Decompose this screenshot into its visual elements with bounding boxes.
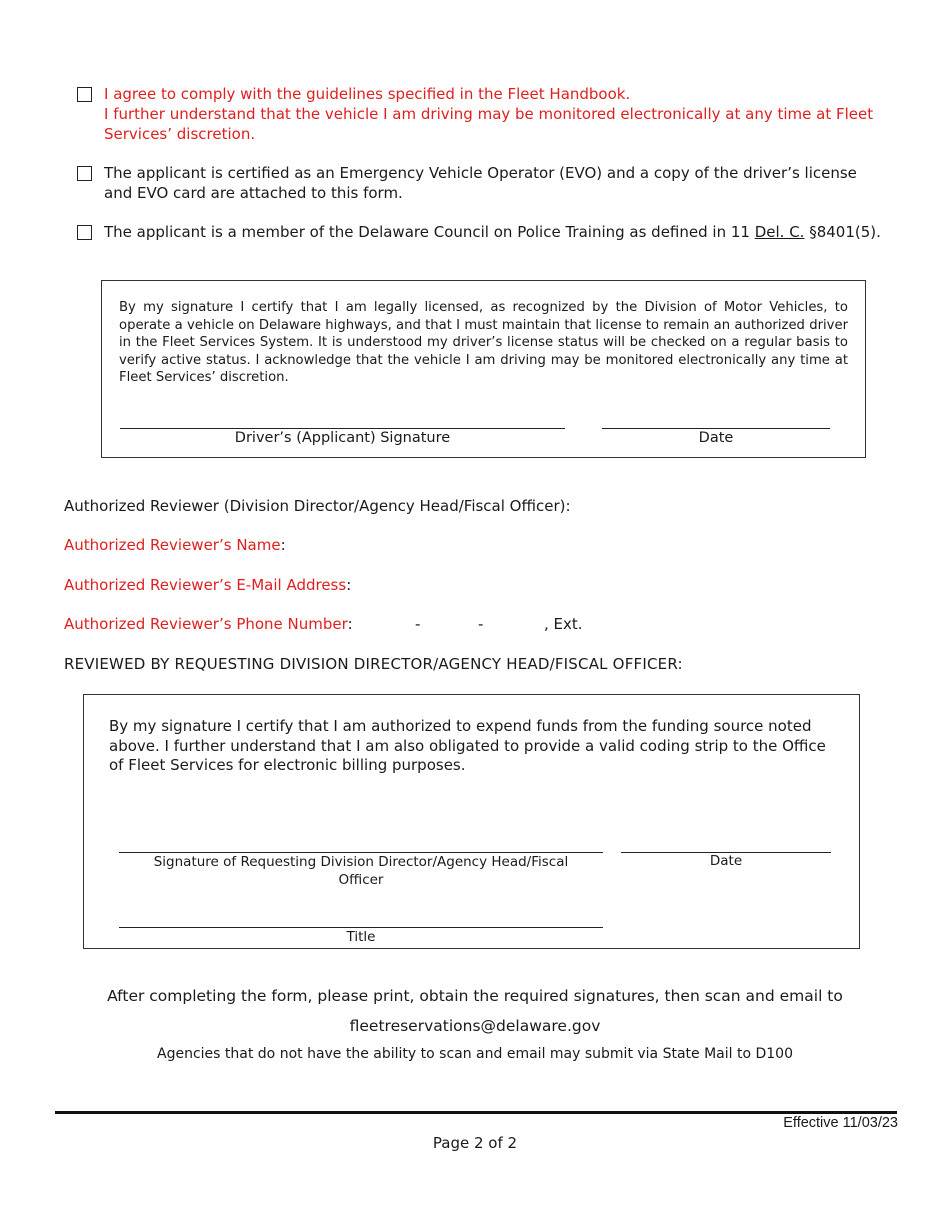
director-date-label: Date <box>709 853 743 869</box>
handbook-agreement-line-2: I further understand that the vehicle I am driving may be monitored electronically at any time at Fleet Services’ discretion. <box>104 105 874 143</box>
director-title-line[interactable] <box>119 927 603 928</box>
driver-date-label: Date <box>698 430 734 446</box>
reviewer-heading: Authorized Reviewer (Division Director/Agency Head/Fiscal Officer): <box>64 497 571 515</box>
driver-date-line[interactable] <box>602 428 830 429</box>
handbook-agreement-line-1: I agree to comply with the guidelines specified in the Fleet Handbook. <box>104 85 631 103</box>
police-council-checkbox[interactable] <box>77 225 92 240</box>
submission-instruction: After completing the form, please print, obtain the required signatures, then scan and email to <box>107 987 843 1005</box>
phone-ext-label: , Ext. <box>544 615 583 633</box>
handbook-agreement-row <box>77 84 877 144</box>
phone-dash-1: - <box>415 615 421 633</box>
driver-certification-text: By my signature I certify that I am legally licensed, as recognized by the Division of Motor Vehicles, to operate a vehicle on Delaware highways, and that I must maintain that license to remain an authorized driver in the Fleet Services System. It is understood my driver’s license status will be checked on a regular basis to verify active status. I acknowledge that the vehicle I am driving may be monitored electronically any time at Fleet Services’ discretion. <box>119 300 848 385</box>
submission-email[interactable]: fleetreservations@delaware.gov <box>349 1017 601 1035</box>
director-certification-text: By my signature I certify that I am authorized to expend funds from the funding source noted above. I further understand that I am also obligated to provide a valid coding strip to the Office of Fleet Services for electronic billing purposes. <box>109 717 826 774</box>
footer-rule <box>55 1111 897 1114</box>
evo-certified-text: The applicant is certified as an Emergency Vehicle Operator (EVO) and a copy of the driver’s license and EVO card are attached to this form. <box>104 164 857 202</box>
reviewer-name-field[interactable]: Authorized Reviewer’s Name: <box>64 536 286 554</box>
director-certification-box <box>83 694 860 949</box>
page-number: Page 2 of 2 <box>432 1134 518 1152</box>
reviewer-phone-field[interactable]: Authorized Reviewer’s Phone Number: - - , Ext. <box>64 615 583 633</box>
evo-certified-checkbox[interactable] <box>77 166 92 181</box>
evo-certified-row <box>77 163 877 203</box>
phone-dash-2: - <box>478 615 484 633</box>
state-mail-note: Agencies that do not have the ability to scan and email may submit via State Mail to D100 <box>157 1046 793 1062</box>
reviewer-email-field[interactable]: Authorized Reviewer’s E-Mail Address: <box>64 576 352 594</box>
director-title-label: Title <box>346 929 376 945</box>
police-council-row <box>77 222 907 242</box>
police-council-text: The applicant is a member of the Delaware Council on Police Training as defined in 11 Del. C. §8401(5). <box>104 223 881 241</box>
director-signature-label: Signature of Requesting Division Director/Agency Head/Fiscal Officer <box>153 854 569 888</box>
handbook-agreement-checkbox[interactable] <box>77 87 92 102</box>
del-c-reference: Del. C. <box>754 223 805 241</box>
handbook-agreement-text <box>104 84 877 144</box>
reviewed-by-heading: REVIEWED BY REQUESTING DIVISION DIRECTOR/AGENCY HEAD/FISCAL OFFICER: <box>64 655 683 673</box>
driver-signature-label: Driver’s (Applicant) Signature <box>234 430 451 446</box>
driver-signature-line[interactable] <box>120 428 565 429</box>
effective-date: Effective 11/03/23 <box>783 1115 898 1131</box>
